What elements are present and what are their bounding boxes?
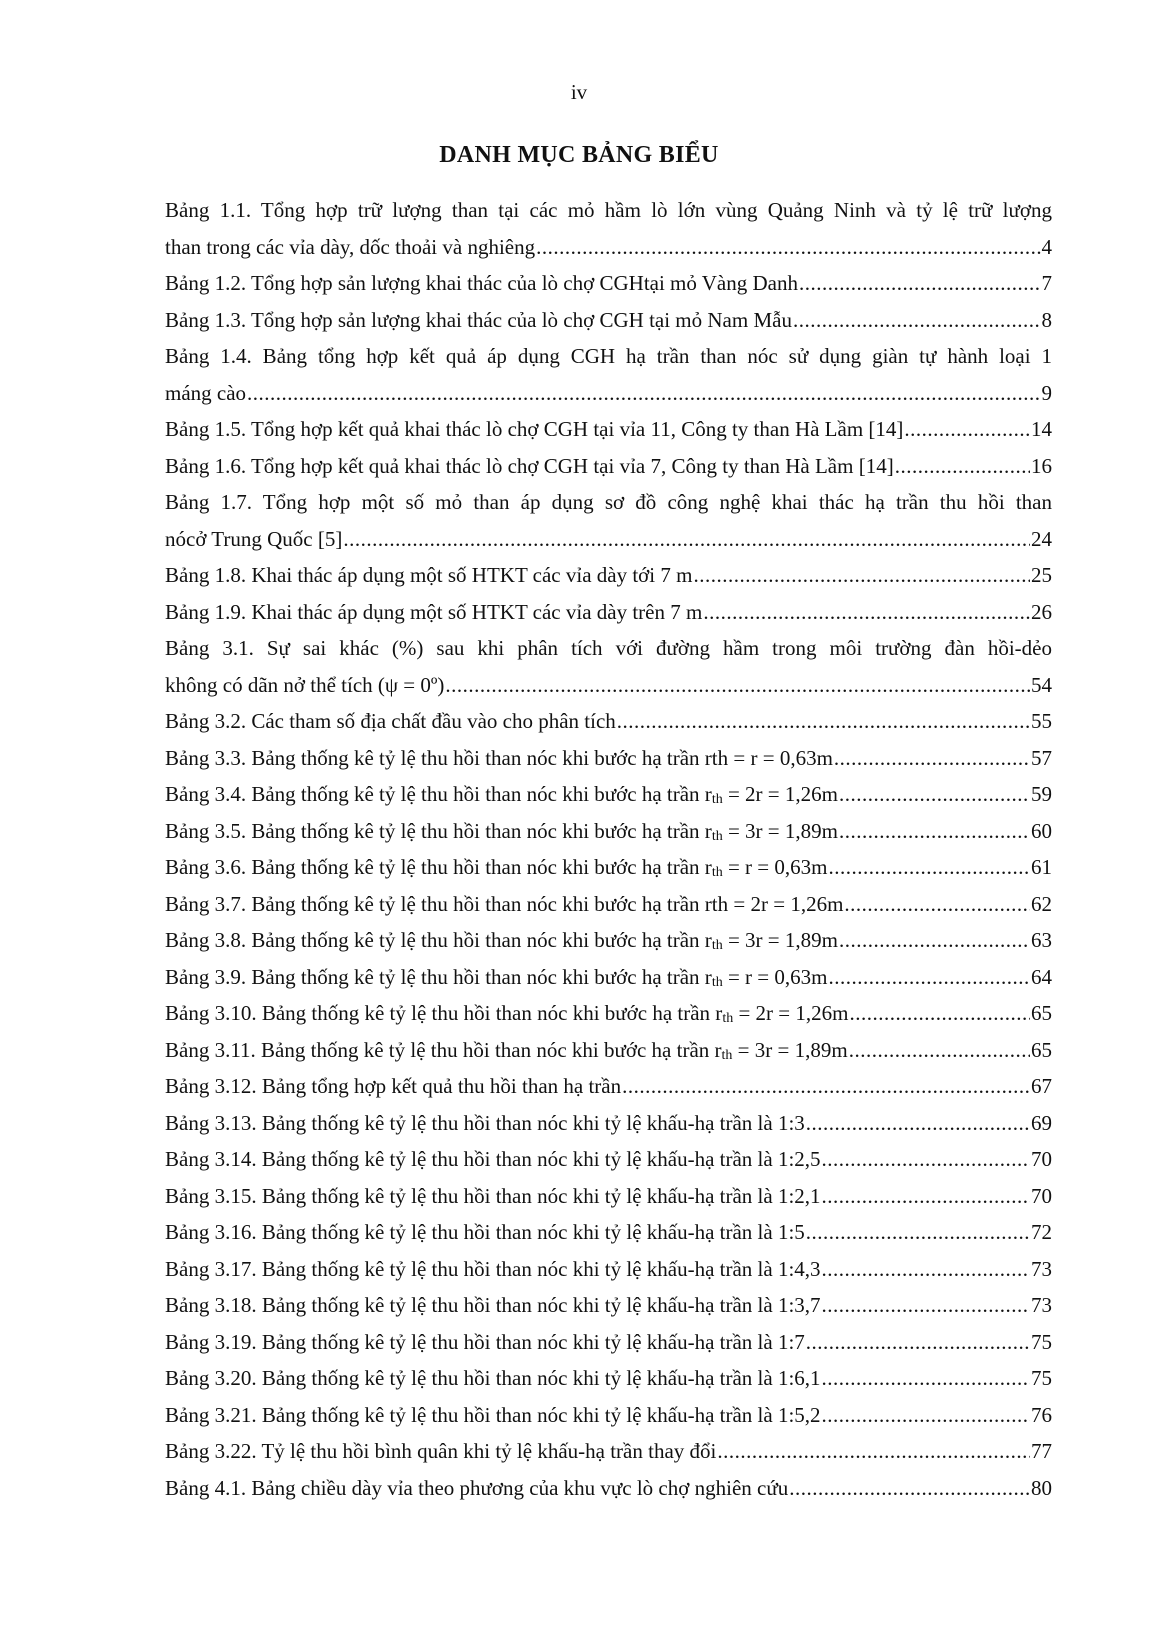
toc-entry-text: nócở Trung Quốc [5]	[165, 526, 343, 551]
toc-page-number: 65	[1031, 1001, 1052, 1025]
leader-dots	[822, 1251, 1030, 1288]
leader-dots	[849, 1032, 1030, 1069]
leader-dots	[343, 521, 1030, 558]
toc-entry-text: Bảng 3.4. Bảng thống kê tỷ lệ thu hồi than nóc khi bước hạ trần $r_{th} = 2r = 1,26m$	[165, 782, 838, 807]
toc-entry[interactable]	[165, 1105, 1052, 1142]
page-number: iv	[570, 80, 588, 104]
leader-dots	[822, 1141, 1030, 1178]
toc-page-number: 63	[1031, 928, 1052, 952]
toc-entry-text: than trong các vỉa dày, dốc thoải và nghiêng	[165, 234, 536, 259]
toc-entry[interactable]	[165, 1141, 1052, 1178]
leader-dots	[445, 667, 1030, 704]
leader-dots	[904, 411, 1030, 448]
toc-entry-text: Bảng 1.6. Tổng hợp kết quả khai thác lò chợ CGH tại vỉa 7, Công ty than Hà Lầm [14]	[165, 453, 894, 478]
leader-dots	[828, 959, 1030, 996]
toc-page-number: 62	[1031, 891, 1052, 916]
leader-dots	[617, 703, 1030, 740]
toc-entry-text: máng cào	[165, 380, 247, 405]
toc-page-number: 73	[1031, 1256, 1052, 1281]
toc-page-number: 77	[1031, 1439, 1052, 1463]
toc-entry-line: Bảng 1.4. Bảng tổng hợp kết quả áp dụng CGH hạ trần than nóc sử dụng giàn tự hành loại 1	[165, 344, 1052, 368]
toc-entry-text: Bảng 3.21. Bảng thống kê tỷ lệ thu hồi than nóc khi tỷ lệ khấu-hạ trần là 1:5,2	[165, 1402, 821, 1427]
toc-page-number: 8	[1041, 307, 1052, 332]
toc-entry[interactable]	[165, 630, 1052, 703]
toc-entry-text: Bảng 3.13. Bảng thống kê tỷ lệ thu hồi than nóc khi tỷ lệ khấu-hạ trần là 1:3	[165, 1110, 805, 1135]
toc-page-number: 73	[1031, 1293, 1052, 1317]
toc-page-number: 80	[1031, 1475, 1052, 1500]
leader-dots	[822, 1287, 1030, 1324]
leader-dots	[895, 448, 1030, 485]
toc-page-number: 65	[1031, 1037, 1052, 1062]
toc-entry[interactable]	[165, 594, 1052, 631]
toc-entry[interactable]	[165, 411, 1052, 448]
toc-entry-text: Bảng 3.8. Bảng thống kê tỷ lệ thu hồi than nóc khi bước hạ trần $r_{th} = 3r = 1,89m$	[165, 928, 838, 953]
toc-entry-text: Bảng 4.1. Bảng chiều dày vỉa theo phương của khu vực lò chợ nghiên cứu	[165, 1475, 789, 1500]
toc-page-number: 67	[1031, 1074, 1052, 1098]
toc-entry-text: Bảng 3.20. Bảng thống kê tỷ lệ thu hồi than nóc khi tỷ lệ khấu-hạ trần là 1:6,1	[165, 1366, 821, 1390]
toc-entry-line: Bảng 1.1. Tổng hợp trữ lượng than tại các mỏ hầm lò lớn vùng Quảng Ninh và tỷ lệ trữ lượng	[165, 198, 1052, 222]
toc-page-number: 16	[1031, 453, 1052, 478]
toc-entry[interactable]	[165, 1068, 1052, 1105]
page-title: DANH MỤC BẢNG BIỂU	[439, 142, 719, 168]
toc-page-number: 70	[1031, 1147, 1052, 1171]
toc-entry-text: Bảng 3.12. Bảng tổng hợp kết quả thu hồi than hạ trần	[165, 1074, 622, 1098]
toc-entry[interactable]	[165, 1287, 1052, 1324]
toc-entry[interactable]	[165, 1397, 1052, 1434]
toc-entry-text: Bảng 3.15. Bảng thống kê tỷ lệ thu hồi than nóc khi tỷ lệ khấu-hạ trần là 1:2,1	[165, 1183, 821, 1208]
toc-entry[interactable]	[165, 1178, 1052, 1215]
toc-entry[interactable]	[165, 557, 1052, 594]
toc-page-number: 7	[1041, 271, 1052, 295]
toc-page-number: 60	[1031, 818, 1052, 843]
toc-entry-text: Bảng 3.16. Bảng thống kê tỷ lệ thu hồi than nóc khi tỷ lệ khấu-hạ trần là 1:5	[165, 1220, 805, 1244]
leader-dots	[849, 995, 1030, 1032]
toc-entry[interactable]	[165, 1470, 1052, 1507]
toc-page-number: 72	[1031, 1220, 1052, 1244]
toc-entry-text: Bảng 3.7. Bảng thống kê tỷ lệ thu hồi than nóc khi bước hạ trần rth = 2r = 1,26m	[165, 891, 844, 916]
table-of-tables	[165, 192, 1052, 1506]
toc-entry-line: Bảng 3.1. Sự sai khác (%) sau khi phân tích với đường hầm trong môi trường đàn hồi-dẻo	[165, 636, 1052, 660]
toc-entry[interactable]	[165, 192, 1052, 265]
toc-entry[interactable]	[165, 813, 1052, 850]
toc-entry-text: Bảng 1.8. Khai thác áp dụng một số HTKT các vỉa dày tới 7 m	[165, 563, 693, 587]
toc-page-number: 75	[1031, 1366, 1052, 1390]
leader-dots	[806, 1214, 1030, 1251]
leader-dots	[834, 740, 1030, 777]
toc-page-number: 14	[1031, 417, 1052, 441]
leader-dots	[839, 813, 1030, 850]
toc-entry[interactable]	[165, 959, 1052, 996]
toc-entry-text: Bảng 3.17. Bảng thống kê tỷ lệ thu hồi than nóc khi tỷ lệ khấu-hạ trần là 1:4,3	[165, 1256, 821, 1281]
toc-page-number: 61	[1031, 855, 1052, 879]
toc-page-number: 69	[1031, 1110, 1052, 1135]
leader-dots	[806, 1105, 1030, 1142]
toc-page-number: 57	[1031, 745, 1052, 770]
toc-entry[interactable]	[165, 1324, 1052, 1361]
toc-entry[interactable]	[165, 302, 1052, 339]
toc-entry-text: Bảng 3.2. Các tham số địa chất đầu vào cho phân tích	[165, 709, 616, 733]
toc-entry[interactable]	[165, 995, 1052, 1032]
toc-entry-text: không có dãn nở thể tích (ψ = 0º)	[165, 672, 445, 697]
leader-dots	[799, 265, 1041, 302]
leader-dots	[822, 1360, 1030, 1397]
toc-entry[interactable]	[165, 886, 1052, 923]
toc-entry-text: Bảng 1.5. Tổng hợp kết quả khai thác lò chợ CGH tại vỉa 11, Công ty than Hà Lầm [14]	[165, 417, 904, 441]
leader-dots	[789, 1470, 1030, 1507]
toc-entry-text: Bảng 1.2. Tổng hợp sản lượng khai thác của lò chợ CGHtại mỏ Vàng Danh	[165, 271, 798, 295]
toc-entry-text: Bảng 3.14. Bảng thống kê tỷ lệ thu hồi than nóc khi tỷ lệ khấu-hạ trần là 1:2,5	[165, 1147, 821, 1171]
leader-dots	[247, 375, 1040, 412]
toc-entry-text: Bảng 3.18. Bảng thống kê tỷ lệ thu hồi than nóc khi tỷ lệ khấu-hạ trần là 1:3,7	[165, 1293, 821, 1317]
toc-entry[interactable]	[165, 740, 1052, 777]
toc-page-number: 9	[1041, 380, 1052, 405]
leader-dots	[844, 886, 1030, 923]
leader-dots	[622, 1068, 1030, 1105]
toc-entry-text: Bảng 3.22. Tỷ lệ thu hồi bình quân khi tỷ lệ khấu-hạ trần thay đổi	[165, 1439, 717, 1463]
leader-dots	[806, 1324, 1030, 1361]
leader-dots	[822, 1397, 1030, 1434]
leader-dots	[839, 922, 1030, 959]
leader-dots	[793, 302, 1041, 339]
toc-entry[interactable]	[165, 338, 1052, 411]
toc-entry[interactable]	[165, 448, 1052, 485]
toc-entry[interactable]	[165, 922, 1052, 959]
toc-entry[interactable]	[165, 1433, 1052, 1470]
toc-entry[interactable]	[165, 1360, 1052, 1397]
toc-entry-text: Bảng 1.9. Khai thác áp dụng một số HTKT các vỉa dày trên 7 m	[165, 599, 703, 624]
toc-entry[interactable]	[165, 1032, 1052, 1069]
toc-entry[interactable]	[165, 484, 1052, 557]
toc-page-number: 75	[1031, 1329, 1052, 1354]
toc-page-number: 70	[1031, 1183, 1052, 1208]
toc-entry-text: Bảng 3.9. Bảng thống kê tỷ lệ thu hồi than nóc khi bước hạ trần $r_{th} = r = 0,63m$	[165, 964, 828, 990]
toc-entry[interactable]	[165, 703, 1052, 740]
toc-page-number: 24	[1031, 526, 1052, 551]
leader-dots	[693, 557, 1030, 594]
toc-page-number: 76	[1031, 1402, 1052, 1427]
leader-dots	[703, 594, 1030, 631]
toc-entry-line: Bảng 1.7. Tổng hợp một số mỏ than áp dụng sơ đồ công nghệ khai thác hạ trần thu hồi than	[165, 490, 1052, 514]
toc-entry-text: Bảng 1.3. Tổng hợp sản lượng khai thác của lò chợ CGH tại mỏ Nam Mẫu	[165, 307, 792, 332]
leader-dots	[717, 1433, 1030, 1470]
toc-entry-text: Bảng 3.10. Bảng thống kê tỷ lệ thu hồi than nóc khi bước hạ trần $r_{th} = 2r = 1,26m$	[165, 1001, 849, 1026]
toc-entry-text: Bảng 3.5. Bảng thống kê tỷ lệ thu hồi than nóc khi bước hạ trần $r_{th} = 3r = 1,89m$	[165, 818, 838, 844]
toc-page-number: 54	[1031, 672, 1052, 697]
toc-page-number: 64	[1031, 964, 1052, 989]
toc-page-number: 4	[1041, 234, 1052, 259]
toc-entry[interactable]	[165, 776, 1052, 813]
leader-dots	[822, 1178, 1030, 1215]
leader-dots	[839, 776, 1030, 813]
leader-dots	[536, 229, 1040, 266]
toc-entry-text: Bảng 3.6. Bảng thống kê tỷ lệ thu hồi than nóc khi bước hạ trần $r_{th} = r = 0,63m$	[165, 855, 828, 880]
toc-page-number: 26	[1031, 599, 1052, 624]
toc-entry-text: Bảng 3.19. Bảng thống kê tỷ lệ thu hồi than nóc khi tỷ lệ khấu-hạ trần là 1:7	[165, 1329, 805, 1354]
toc-entry[interactable]	[165, 1214, 1052, 1251]
toc-page-number: 55	[1031, 709, 1052, 733]
toc-entry[interactable]	[165, 265, 1052, 302]
toc-entry-text: Bảng 3.3. Bảng thống kê tỷ lệ thu hồi than nóc khi bước hạ trần rth = r = 0,63m	[165, 745, 833, 770]
toc-page-number: 59	[1031, 782, 1052, 806]
toc-entry-text: Bảng 3.11. Bảng thống kê tỷ lệ thu hồi than nóc khi bước hạ trần $r_{th} = 3r = 1,89m$	[165, 1037, 848, 1063]
toc-entry[interactable]	[165, 1251, 1052, 1288]
toc-entry[interactable]	[165, 849, 1052, 886]
leader-dots	[828, 849, 1030, 886]
toc-page-number: 25	[1031, 563, 1052, 587]
